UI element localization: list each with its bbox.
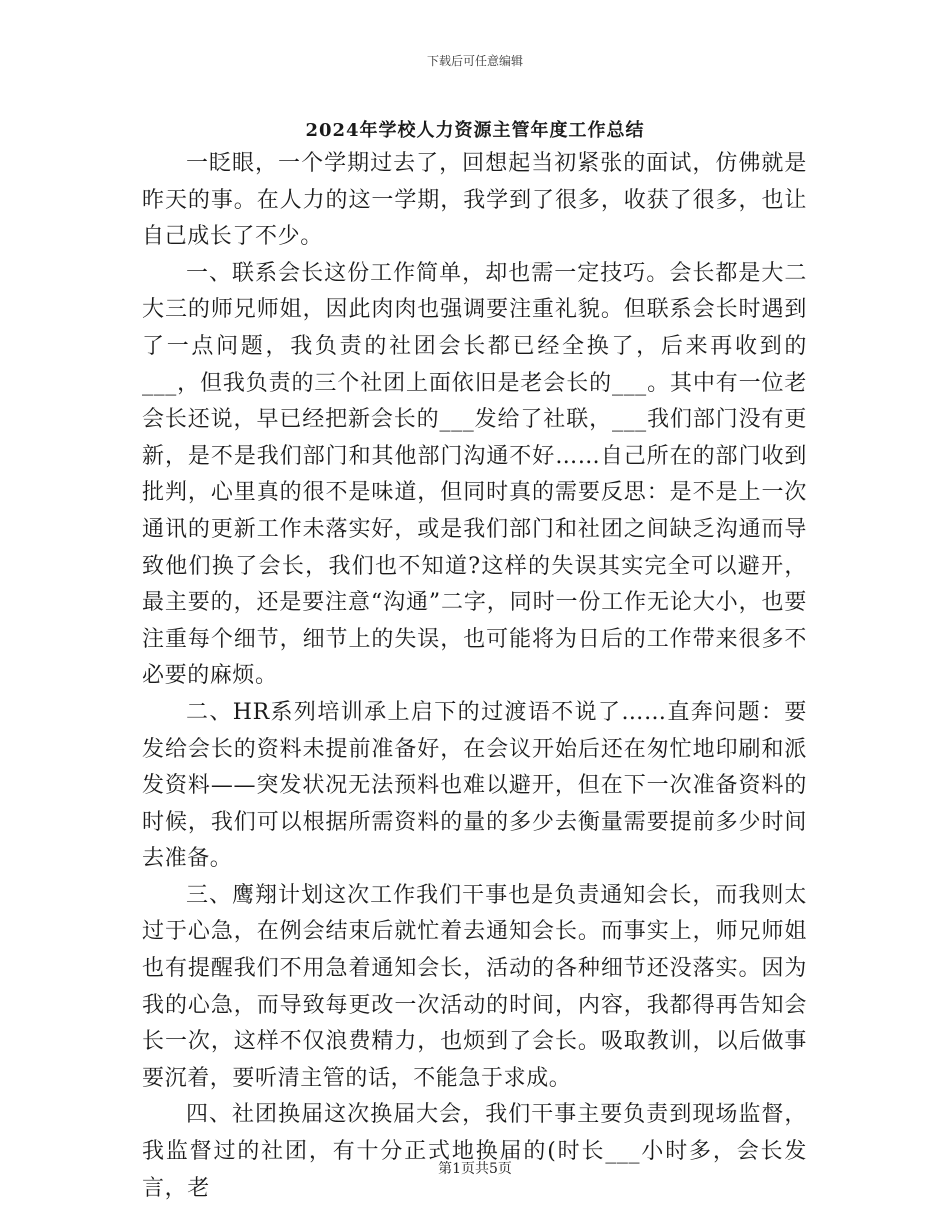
page-header: 下载后可任意编辑 <box>426 54 523 68</box>
paragraph-section-3: 三、鹰翔计划这次工作我们干事也是负责通知会长，而我则太过于心急，在例会结束后就忙着去通知会长。而事实上，师兄师姐也有提醒我们不用急着通知会长，活动的各种细节还没落实。因为我的心急，而导致每更改一次活动的时间，内容，我都得再告知会长一次，这样不仅浪费精力，也烦到了会长。吸取教训，以后做事要沉着，要听清主管的话，不能急于求成。 <box>142 882 807 1091</box>
document-title: 2024年学校人力资源主管年度工作总结 <box>305 120 645 141</box>
paragraph-intro: 一眨眼，一个学期过去了，回想起当初紧张的面试，仿佛就是昨天的事。在人力的这一学期，我学到了很多，收获了很多，也让自己成长了不少。 <box>142 151 807 250</box>
page-footer: 第1页共5页 <box>438 1161 512 1177</box>
paragraph-section-2: 二、HR系列培训承上启下的过渡语不说了……直奔问题：要发给会长的资料未提前准备好，在会议开始后还在匆忙地印刷和派发资料——突发状况无法预料也难以避开，但在下一次准备资料的时候，我们可以根据所需资料的量的多少去衡量需要提前多少时间去准备。 <box>142 699 807 872</box>
paragraph-section-4: 四、社团换届这次换届大会，我们干事主要负责到现场监督，我监督过的社团，有十分正式地换届的(时长___小时多，会长发言，老 <box>142 1102 807 1201</box>
paragraph-section-1: 一、联系会长这份工作简单，却也需一定技巧。会长都是大二大三的师兄师姐，因此肉肉也强调要注重礼貌。但联系会长时遇到了一点问题，我负责的社团会长都已经全换了，后来再收到的___，但我负责的三个社团上面依旧是老会长的___。其中有一位老会长还说，早已经把新会长的___发给了社联，___我们部门没有更新，是不是我们部门和其他部门沟通不好……自己所在的部门收到批判，心里真的很不是味道，但同时真的需要反思：是不是上一次通讯的更新工作未落实好，或是我们部门和社团之间缺乏沟通而导致他们换了会长，我们也不知道?这样的失误其实完全可以避开，最主要的，还是要注意“沟通”二字，同时一份工作无论大小，也要注重每个细节，细节上的失误，也可能将为日后的工作带来很多不必要的麻烦。 <box>142 260 807 689</box>
document-body <box>142 146 807 1207</box>
